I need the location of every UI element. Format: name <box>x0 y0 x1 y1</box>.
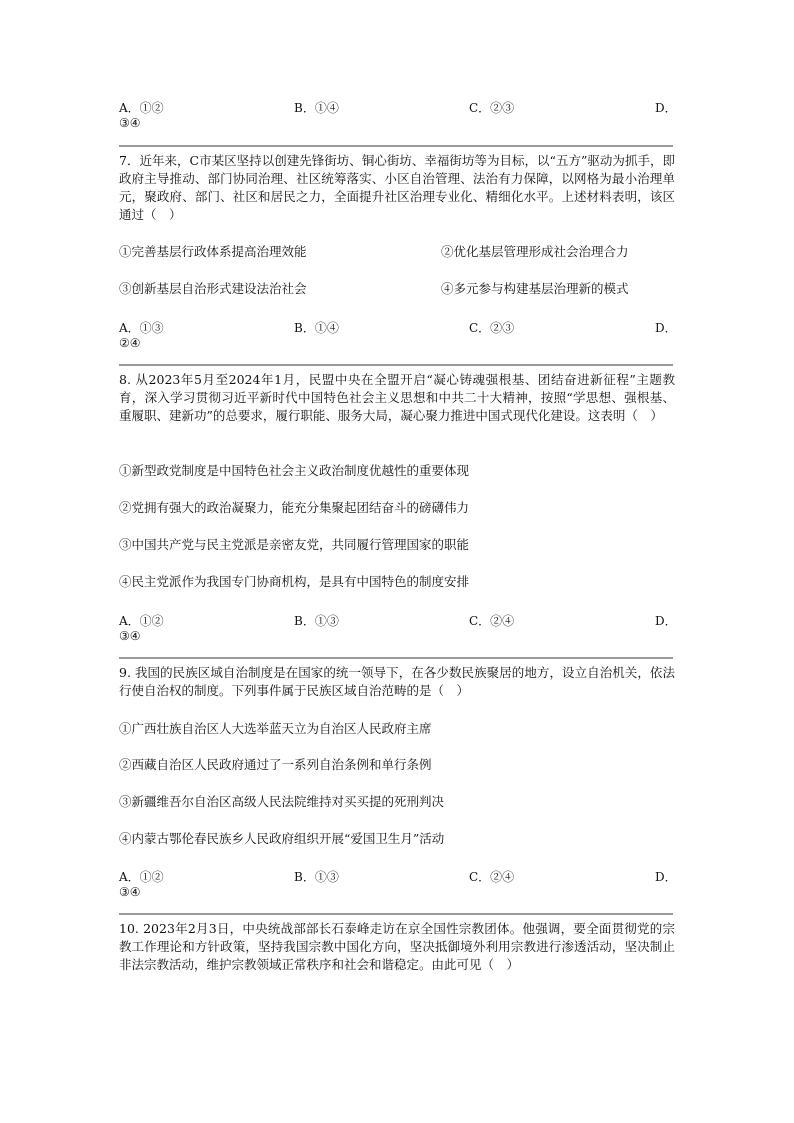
q8-choice-3: ③中国共产党与民主党派是亲密友党，共同履行管理国家的职能 <box>119 537 470 552</box>
q9-choice-1: ①广西壮族自治区人大选举蓝天立为自治区人民政府主席 <box>119 721 432 736</box>
option-c[interactable]: C．②④ <box>469 870 515 884</box>
option-a[interactable]: A．①③ <box>119 321 164 335</box>
option-d[interactable]: D． <box>655 101 677 115</box>
question-9-stem: 9. 我国的民族区域自治制度是在国家的统一领导下，在各少数民族聚居的地方，设立自治机关，依法行使自治权的制度。下列事件属于民族区域自治范畴的是（ ） <box>119 665 675 698</box>
divider <box>119 657 673 659</box>
q7-choice-1: ①完善基层行政体系提高治理效能 <box>119 244 307 259</box>
q7-choice-2: ②优化基层管理形成社会治理合力 <box>441 244 629 259</box>
q9-choice-2: ②西藏自治区人民政府通过了一系列自治条例和单行条例 <box>119 757 432 772</box>
q8-choice-2: ②党拥有强大的政治凝聚力，能充分集聚起团结奋斗的磅礴伟力 <box>119 500 470 515</box>
option-d[interactable]: D． <box>655 321 677 335</box>
option-b[interactable]: B．①③ <box>294 614 339 628</box>
q9-choice-3: ③新疆维吾尔自治区高级人民法院维持对买买提的死刑判决 <box>119 794 445 809</box>
option-d-continuation: ③④ <box>119 629 141 643</box>
divider <box>119 913 673 915</box>
q7-choice-4: ④多元参与构建基层治理新的模式 <box>441 281 629 296</box>
question-8-options <box>119 612 675 626</box>
option-b[interactable]: B．①④ <box>294 321 339 335</box>
question-7-options <box>119 319 675 333</box>
q9-choice-4: ④内蒙古鄂伦春民族乡人民政府组织开展“爱国卫生月”活动 <box>119 831 445 846</box>
question-10-stem: 10. 2023年2月3日，中央统战部部长石泰峰走访在京全国性宗教团体。他强调，要全面贯彻党的宗教工作理论和方针政策，坚持我国宗教中国化方向，坚决抵御境外利用宗教进行渗透活动，坚决制止非法宗教活动，维护宗教领域正常秩序和社会和谐稳定。由此可见（ ） <box>119 921 675 972</box>
option-a[interactable]: A．①② <box>119 870 164 884</box>
option-d[interactable]: D． <box>655 614 677 628</box>
option-a[interactable]: A．①② <box>119 614 164 628</box>
option-b[interactable]: B．①③ <box>294 870 339 884</box>
option-a[interactable]: A．①② <box>119 101 164 115</box>
option-c[interactable]: C．②③ <box>469 321 515 335</box>
option-d-continuation: ②④ <box>119 336 141 350</box>
q8-choice-4: ④民主党派作为我国专门协商机构，是具有中国特色的制度安排 <box>119 574 470 589</box>
question-7-stem: 7．近年来，C市某区坚持以创建先锋街坊、铜心街坊、幸福街坊等为目标，以“五方”驱动为抓手，即政府主导推动、部门协同治理、社区统筹落实、小区自治管理、法治有力保障，以网格为最小治理单元，聚政府、部门、社区和居民之力，全面提升社区治理专业化、精细化水平。上述材料表明，该区通过（ ） <box>119 153 675 222</box>
q8-choice-1: ①新型政党制度是中国特色社会主义政治制度优越性的重要体现 <box>119 463 470 478</box>
prev-question-options <box>119 99 675 113</box>
option-b[interactable]: B．①④ <box>294 101 339 115</box>
option-d-continuation: ③④ <box>119 116 141 130</box>
q7-choice-3: ③创新基层自治形式建设法治社会 <box>119 281 307 296</box>
option-c[interactable]: C．②③ <box>469 101 515 115</box>
option-c[interactable]: C．②④ <box>469 614 515 628</box>
divider <box>119 364 673 366</box>
question-8-stem: 8. 从2023年5月至2024年1月，民盟中央在全盟开启“凝心铸魂强根基、团结奋进新征程”主题教育，深入学习贯彻习近平新时代中国特色社会主义思想和中共二十大精神，按照“学思想、强根基、重履职、建新功”的总要求，履行职能、服务大局，凝心聚力推进中国式现代化建设。这表明（ ） <box>119 372 675 423</box>
option-d-continuation: ③④ <box>119 885 141 899</box>
divider <box>119 145 673 147</box>
option-d[interactable]: D． <box>655 870 677 884</box>
question-9-options <box>119 868 675 882</box>
